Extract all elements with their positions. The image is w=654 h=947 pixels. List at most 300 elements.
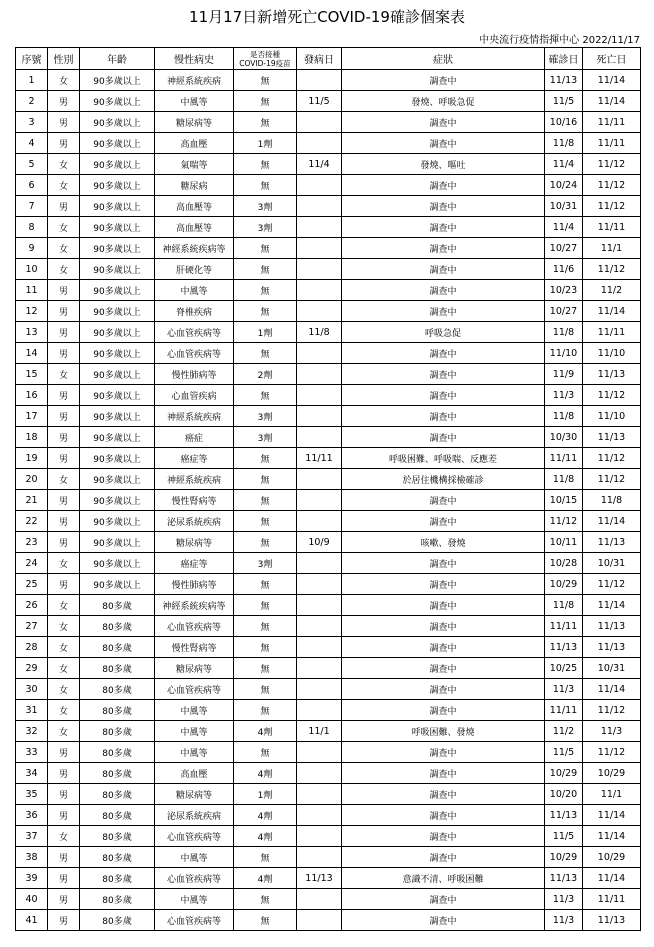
cell-death: 11/12 — [583, 742, 641, 763]
cell-onset — [297, 217, 342, 238]
cell-death: 11/12 — [583, 385, 641, 406]
cell-onset — [297, 133, 342, 154]
cell-seq: 38 — [16, 847, 48, 868]
cell-sex: 男 — [48, 406, 80, 427]
cell-history: 糖尿病 — [155, 175, 234, 196]
cell-symptoms: 調查中 — [342, 637, 545, 658]
cell-onset — [297, 385, 342, 406]
cell-history: 糖尿病等 — [155, 658, 234, 679]
cell-seq: 13 — [16, 322, 48, 343]
cell-age: 90多歲以上 — [80, 322, 155, 343]
cell-vaccine: 無 — [234, 595, 297, 616]
cell-seq: 4 — [16, 133, 48, 154]
cell-symptoms: 調查中 — [342, 280, 545, 301]
cell-onset — [297, 469, 342, 490]
cell-history: 泌尿系統疾病 — [155, 805, 234, 826]
table-row — [16, 658, 641, 679]
cell-sex: 男 — [48, 742, 80, 763]
cell-sex: 女 — [48, 658, 80, 679]
cell-onset — [297, 511, 342, 532]
cell-history: 神經系統疾病等 — [155, 595, 234, 616]
cell-diagnosed: 11/4 — [545, 217, 583, 238]
table-row — [16, 280, 641, 301]
cell-symptoms: 調查中 — [342, 196, 545, 217]
cell-symptoms: 調查中 — [342, 595, 545, 616]
table-row — [16, 889, 641, 910]
cell-death: 11/13 — [583, 637, 641, 658]
cell-onset: 11/4 — [297, 154, 342, 175]
cell-history: 中風等 — [155, 742, 234, 763]
cell-age: 80多歲 — [80, 889, 155, 910]
cell-death: 11/12 — [583, 154, 641, 175]
cell-vaccine: 4劑 — [234, 721, 297, 742]
cell-onset — [297, 910, 342, 931]
cell-diagnosed: 11/8 — [545, 322, 583, 343]
table-row — [16, 238, 641, 259]
cell-history: 脊椎疾病 — [155, 301, 234, 322]
header-diagnosed: 確診日 — [545, 48, 583, 70]
cell-onset — [297, 553, 342, 574]
table-row — [16, 385, 641, 406]
source-note: 中央流行疫情指揮中心 2022/11/17 — [479, 35, 640, 46]
cell-diagnosed: 11/3 — [545, 385, 583, 406]
cell-sex: 男 — [48, 490, 80, 511]
cell-seq: 9 — [16, 238, 48, 259]
cell-vaccine: 無 — [234, 385, 297, 406]
cell-seq: 12 — [16, 301, 48, 322]
cell-symptoms: 呼吸困難、呼吸喘、反應差 — [342, 448, 545, 469]
cell-death: 10/31 — [583, 553, 641, 574]
cell-seq: 1 — [16, 70, 48, 91]
cell-history: 慢性腎病等 — [155, 490, 234, 511]
cell-symptoms: 調查中 — [342, 406, 545, 427]
cell-history: 氣喘等 — [155, 154, 234, 175]
table-row — [16, 742, 641, 763]
cell-seq: 34 — [16, 763, 48, 784]
cell-age: 80多歲 — [80, 763, 155, 784]
cell-onset — [297, 343, 342, 364]
cell-history: 高血壓 — [155, 763, 234, 784]
cell-onset — [297, 238, 342, 259]
cell-history: 心血管疾病等 — [155, 322, 234, 343]
cell-diagnosed: 11/11 — [545, 616, 583, 637]
cell-vaccine: 3劑 — [234, 427, 297, 448]
cell-onset — [297, 679, 342, 700]
cell-sex: 女 — [48, 154, 80, 175]
cell-vaccine: 無 — [234, 91, 297, 112]
cell-age: 80多歲 — [80, 595, 155, 616]
cell-diagnosed: 11/10 — [545, 343, 583, 364]
table-row — [16, 637, 641, 658]
cell-age: 80多歲 — [80, 700, 155, 721]
table-row — [16, 322, 641, 343]
cell-onset: 11/13 — [297, 868, 342, 889]
cell-diagnosed: 11/4 — [545, 154, 583, 175]
cell-age: 90多歲以上 — [80, 364, 155, 385]
cell-diagnosed: 11/5 — [545, 826, 583, 847]
cell-diagnosed: 11/13 — [545, 805, 583, 826]
table-row — [16, 154, 641, 175]
cell-death: 11/12 — [583, 469, 641, 490]
cell-symptoms: 調查中 — [342, 679, 545, 700]
header-vaccine-line1: 是否接種 — [250, 49, 280, 59]
cell-age: 80多歲 — [80, 721, 155, 742]
cell-vaccine: 4劑 — [234, 763, 297, 784]
cell-diagnosed: 11/11 — [545, 700, 583, 721]
cell-history: 糖尿病等 — [155, 784, 234, 805]
cell-age: 90多歲以上 — [80, 490, 155, 511]
cell-death: 11/2 — [583, 280, 641, 301]
cell-onset — [297, 301, 342, 322]
cell-death: 11/12 — [583, 574, 641, 595]
cell-vaccine: 無 — [234, 700, 297, 721]
cell-death: 11/13 — [583, 616, 641, 637]
table-row — [16, 133, 641, 154]
cell-age: 90多歲以上 — [80, 343, 155, 364]
cell-death: 11/14 — [583, 868, 641, 889]
cell-diagnosed: 10/23 — [545, 280, 583, 301]
table-row — [16, 805, 641, 826]
cell-symptoms: 調查中 — [342, 112, 545, 133]
cell-sex: 男 — [48, 784, 80, 805]
cell-history: 神經系統疾病 — [155, 406, 234, 427]
cell-death: 10/29 — [583, 763, 641, 784]
cell-symptoms: 調查中 — [342, 511, 545, 532]
cell-symptoms: 調查中 — [342, 364, 545, 385]
cell-seq: 41 — [16, 910, 48, 931]
cell-death: 11/14 — [583, 70, 641, 91]
cell-diagnosed: 11/3 — [545, 679, 583, 700]
table-row — [16, 259, 641, 280]
cell-death: 11/3 — [583, 721, 641, 742]
cell-symptoms: 呼吸急促 — [342, 322, 545, 343]
cell-diagnosed: 10/24 — [545, 175, 583, 196]
cell-seq: 40 — [16, 889, 48, 910]
page-title: 11月17日新增死亡COVID-19確診個案表 — [189, 8, 465, 26]
cell-symptoms: 調查中 — [342, 763, 545, 784]
cell-seq: 31 — [16, 700, 48, 721]
cell-age: 80多歲 — [80, 910, 155, 931]
cell-seq: 20 — [16, 469, 48, 490]
cell-sex: 女 — [48, 826, 80, 847]
cell-onset — [297, 847, 342, 868]
table-row — [16, 553, 641, 574]
cell-death: 11/11 — [583, 217, 641, 238]
cell-death: 11/12 — [583, 259, 641, 280]
cell-age: 80多歲 — [80, 616, 155, 637]
cell-vaccine: 無 — [234, 679, 297, 700]
cell-seq: 39 — [16, 868, 48, 889]
cell-symptoms: 於居住機構採檢確診 — [342, 469, 545, 490]
table-row — [16, 826, 641, 847]
cell-history: 心血管疾病等 — [155, 868, 234, 889]
cell-history: 中風等 — [155, 847, 234, 868]
cell-onset — [297, 70, 342, 91]
cell-history: 慢性腎病等 — [155, 637, 234, 658]
case-table — [15, 47, 641, 931]
cell-diagnosed: 11/5 — [545, 742, 583, 763]
cell-vaccine: 無 — [234, 511, 297, 532]
table-row — [16, 448, 641, 469]
table-row — [16, 469, 641, 490]
table-row — [16, 721, 641, 742]
header-onset: 發病日 — [297, 48, 342, 70]
cell-seq: 36 — [16, 805, 48, 826]
cell-vaccine: 無 — [234, 469, 297, 490]
cell-sex: 男 — [48, 322, 80, 343]
cell-symptoms: 發燒、呼吸急促 — [342, 91, 545, 112]
cell-death: 11/14 — [583, 301, 641, 322]
cell-seq: 11 — [16, 280, 48, 301]
cell-sex: 男 — [48, 301, 80, 322]
cell-seq: 19 — [16, 448, 48, 469]
cell-sex: 男 — [48, 889, 80, 910]
cell-vaccine: 無 — [234, 574, 297, 595]
header-seq: 序號 — [16, 48, 48, 70]
cell-diagnosed: 10/16 — [545, 112, 583, 133]
cell-age: 90多歲以上 — [80, 196, 155, 217]
cell-sex: 男 — [48, 385, 80, 406]
cell-diagnosed: 11/12 — [545, 511, 583, 532]
header-vaccine — [234, 48, 297, 70]
cell-seq: 30 — [16, 679, 48, 700]
cell-symptoms: 調查中 — [342, 616, 545, 637]
cell-seq: 2 — [16, 91, 48, 112]
cell-age: 90多歲以上 — [80, 532, 155, 553]
cell-seq: 24 — [16, 553, 48, 574]
cell-vaccine: 1劑 — [234, 322, 297, 343]
cell-sex: 女 — [48, 259, 80, 280]
cell-history: 心血管疾病等 — [155, 343, 234, 364]
cell-death: 11/12 — [583, 175, 641, 196]
cell-diagnosed: 10/29 — [545, 763, 583, 784]
cell-death: 11/14 — [583, 679, 641, 700]
table-row — [16, 406, 641, 427]
cell-vaccine: 4劑 — [234, 826, 297, 847]
cell-history: 慢性肺病等 — [155, 574, 234, 595]
cell-vaccine: 3劑 — [234, 196, 297, 217]
cell-sex: 女 — [48, 238, 80, 259]
cell-vaccine: 1劑 — [234, 784, 297, 805]
cell-sex: 男 — [48, 196, 80, 217]
cell-age: 90多歲以上 — [80, 448, 155, 469]
cell-history: 肝硬化等 — [155, 259, 234, 280]
cell-death: 11/1 — [583, 784, 641, 805]
cell-age: 80多歲 — [80, 784, 155, 805]
cell-seq: 17 — [16, 406, 48, 427]
cell-sex: 男 — [48, 133, 80, 154]
cell-vaccine: 無 — [234, 175, 297, 196]
cell-history: 癌症等 — [155, 553, 234, 574]
cell-seq: 32 — [16, 721, 48, 742]
cell-age: 90多歲以上 — [80, 238, 155, 259]
cell-death: 11/13 — [583, 532, 641, 553]
cell-vaccine: 3劑 — [234, 217, 297, 238]
cell-diagnosed: 11/8 — [545, 133, 583, 154]
table-row — [16, 364, 641, 385]
cell-vaccine: 無 — [234, 532, 297, 553]
cell-onset: 11/11 — [297, 448, 342, 469]
cell-diagnosed: 10/28 — [545, 553, 583, 574]
cell-age: 90多歲以上 — [80, 553, 155, 574]
cell-death: 11/10 — [583, 343, 641, 364]
cell-vaccine: 無 — [234, 910, 297, 931]
cell-seq: 15 — [16, 364, 48, 385]
cell-history: 高血壓等 — [155, 217, 234, 238]
cell-vaccine: 無 — [234, 742, 297, 763]
cell-sex: 女 — [48, 637, 80, 658]
cell-history: 神經系統疾病 — [155, 70, 234, 91]
cell-history: 中風等 — [155, 91, 234, 112]
table-row — [16, 196, 641, 217]
cell-symptoms: 調查中 — [342, 784, 545, 805]
cell-sex: 男 — [48, 343, 80, 364]
cell-seq: 10 — [16, 259, 48, 280]
table-row — [16, 343, 641, 364]
cell-seq: 29 — [16, 658, 48, 679]
cell-diagnosed: 10/27 — [545, 238, 583, 259]
cell-diagnosed: 11/8 — [545, 406, 583, 427]
cell-symptoms: 調查中 — [342, 238, 545, 259]
cell-symptoms: 調查中 — [342, 658, 545, 679]
cell-onset — [297, 763, 342, 784]
cell-seq: 28 — [16, 637, 48, 658]
cell-sex: 男 — [48, 910, 80, 931]
table-row — [16, 595, 641, 616]
cell-death: 11/10 — [583, 406, 641, 427]
cell-symptoms: 調查中 — [342, 826, 545, 847]
table-row — [16, 217, 641, 238]
cell-symptoms: 調查中 — [342, 133, 545, 154]
table-row — [16, 616, 641, 637]
table-row — [16, 490, 641, 511]
cell-symptoms: 調查中 — [342, 805, 545, 826]
cell-diagnosed: 10/30 — [545, 427, 583, 448]
cell-sex: 女 — [48, 700, 80, 721]
cell-symptoms: 調查中 — [342, 427, 545, 448]
cell-diagnosed: 11/5 — [545, 91, 583, 112]
cell-onset — [297, 196, 342, 217]
table-row — [16, 91, 641, 112]
cell-age: 90多歲以上 — [80, 574, 155, 595]
cell-seq: 26 — [16, 595, 48, 616]
cell-onset: 11/1 — [297, 721, 342, 742]
cell-symptoms: 意識不清、呼吸困難 — [342, 868, 545, 889]
cell-onset: 10/9 — [297, 532, 342, 553]
table-row — [16, 868, 641, 889]
cell-history: 慢性肺病等 — [155, 364, 234, 385]
cell-onset — [297, 595, 342, 616]
cell-onset — [297, 742, 342, 763]
cell-diagnosed: 10/25 — [545, 658, 583, 679]
cell-diagnosed: 10/11 — [545, 532, 583, 553]
cell-diagnosed: 10/27 — [545, 301, 583, 322]
cell-vaccine: 無 — [234, 112, 297, 133]
table-row — [16, 910, 641, 931]
table-row — [16, 301, 641, 322]
cell-onset — [297, 784, 342, 805]
cell-symptoms: 調查中 — [342, 742, 545, 763]
cell-vaccine: 無 — [234, 616, 297, 637]
cell-vaccine: 4劑 — [234, 805, 297, 826]
cell-age: 90多歲以上 — [80, 427, 155, 448]
cell-sex: 女 — [48, 595, 80, 616]
cell-sex: 男 — [48, 868, 80, 889]
cell-symptoms: 調查中 — [342, 910, 545, 931]
header-vaccine-line2: COVID-19疫苗 — [239, 58, 291, 68]
header-sex: 性別 — [48, 48, 80, 70]
cell-death: 11/11 — [583, 112, 641, 133]
cell-death: 11/13 — [583, 910, 641, 931]
cell-death: 11/8 — [583, 490, 641, 511]
cell-death: 11/11 — [583, 133, 641, 154]
cell-age: 80多歲 — [80, 637, 155, 658]
cell-seq: 25 — [16, 574, 48, 595]
cell-vaccine: 無 — [234, 70, 297, 91]
cell-seq: 21 — [16, 490, 48, 511]
cell-sex: 男 — [48, 280, 80, 301]
cell-seq: 22 — [16, 511, 48, 532]
cell-vaccine: 無 — [234, 658, 297, 679]
cell-seq: 8 — [16, 217, 48, 238]
cell-symptoms: 調查中 — [342, 385, 545, 406]
cell-symptoms: 咳嗽、發燒 — [342, 532, 545, 553]
cell-vaccine: 無 — [234, 637, 297, 658]
cell-age: 80多歲 — [80, 868, 155, 889]
cell-seq: 23 — [16, 532, 48, 553]
cell-onset — [297, 427, 342, 448]
cell-diagnosed: 11/6 — [545, 259, 583, 280]
cell-vaccine: 3劑 — [234, 406, 297, 427]
cell-history: 神經系統疾病等 — [155, 238, 234, 259]
cell-seq: 37 — [16, 826, 48, 847]
cell-diagnosed: 10/20 — [545, 784, 583, 805]
cell-history: 心血管疾病等 — [155, 910, 234, 931]
table-row — [16, 763, 641, 784]
cell-diagnosed: 11/3 — [545, 889, 583, 910]
cell-history: 心血管疾病等 — [155, 616, 234, 637]
cell-age: 90多歲以上 — [80, 154, 155, 175]
cell-age: 80多歲 — [80, 679, 155, 700]
cell-symptoms: 調查中 — [342, 343, 545, 364]
cell-vaccine: 無 — [234, 301, 297, 322]
cell-age: 80多歲 — [80, 742, 155, 763]
cell-sex: 女 — [48, 364, 80, 385]
table-row — [16, 784, 641, 805]
header-death: 死亡日 — [583, 48, 641, 70]
table-row — [16, 70, 641, 91]
cell-age: 90多歲以上 — [80, 406, 155, 427]
cell-sex: 男 — [48, 91, 80, 112]
cell-sex: 女 — [48, 469, 80, 490]
cell-sex: 女 — [48, 679, 80, 700]
cell-symptoms: 調查中 — [342, 847, 545, 868]
cell-history: 糖尿病等 — [155, 532, 234, 553]
cell-symptoms: 調查中 — [342, 259, 545, 280]
table-header-row — [16, 48, 641, 70]
cell-vaccine: 2劑 — [234, 364, 297, 385]
cell-seq: 18 — [16, 427, 48, 448]
cell-age: 80多歲 — [80, 847, 155, 868]
cell-vaccine: 無 — [234, 238, 297, 259]
cell-onset — [297, 364, 342, 385]
cell-age: 90多歲以上 — [80, 280, 155, 301]
cell-symptoms: 調查中 — [342, 889, 545, 910]
cell-history: 癌症 — [155, 427, 234, 448]
cell-death: 11/13 — [583, 364, 641, 385]
cell-age: 90多歲以上 — [80, 301, 155, 322]
cell-onset — [297, 406, 342, 427]
